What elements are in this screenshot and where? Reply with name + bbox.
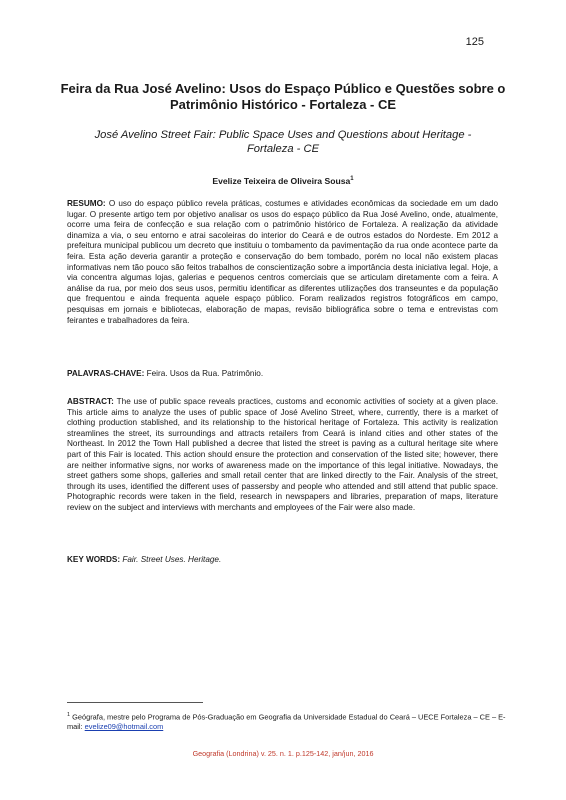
article-title: Feira da Rua José Avelino: Usos do Espaço Público e Questões sobre o Patrimônio Histórico - Fortaleza - CE xyxy=(60,81,506,112)
footnote xyxy=(67,711,507,732)
keywords-label: KEY WORDS: xyxy=(67,555,121,564)
page-number: 125 xyxy=(465,36,484,48)
footnote-text: Geógrafa, mestre pelo Programa de Pós-Graduação em Geografia da Universidade Estadual do Ceará – UECE Fortaleza – CE – E-mail: xyxy=(67,712,506,732)
footnote-email-link[interactable]: evelize09@hotmail.com xyxy=(84,722,164,732)
palavras-chave-paragraph xyxy=(67,369,498,380)
article-subtitle: José Avelino Street Fair: Public Space Uses and Questions about Heritage - Fortaleza - CE xyxy=(94,129,472,155)
resumo-paragraph xyxy=(67,199,498,326)
keywords-paragraph xyxy=(67,555,498,566)
resumo-text: O uso do espaço público revela práticas, costumes e atividades econômicas da sociedade em um dado lugar. O presente artigo tem por objetivo analisar os usos do espaço público da Rua José Avelino, onde, atualmente, ocorre uma feira de confecção e sua relação com o patrimônio histórico de Fortaleza. A realização da atividade dinamiza a via, o seu entorno e atrai sacoleiras do interior do Ceará e de outros estados do Nordeste. Em 2012 a prefeitura municipal publicou um decreto que instituiu o tombamento da pavimentação da rua onde acontece parte da feira. Esta ação deveria garantir a proteção e conservação do bem tombado, porém no local não existem placas informativas nem tão pouco são feitos trabalhos de conscientização sobre a importância desta iniciativa legal. Hoje, a via concentra algumas lojas, galerias e pequenos centros comerciais que se articulam diretamente com a feira. A análise da rua, por meio dos seus usos, permitiu identificar as diferentes utilizações dos transeuntes e da população que frequentou e ainda frequenta aquele espaço público. Foram realizados registros fotográficos em campo, pesquisas em jornais e bibliotecas, elaboração de mapas, revisão bibliográfica sobre o tema e entrevistas com feirantes e trabalhadores da feira. xyxy=(67,199,499,325)
author-footnote-mark: 1 xyxy=(350,176,354,183)
abstract-paragraph xyxy=(67,397,498,514)
abstract-text: The use of public space reveals practices, customs and economic activities of society at a given place. This article aims to analyze the uses of public space of José Avelino Street, where, currently, there is a market of clothing production stablished, and its relationship to the historical heritage of Fortaleza. This activity is realization streamlines the street, its surroundings and attracts retailers from Ceará is inland cities and other states of the Northeast. In 2012 the Town Hall published a decree that listed the street is paving as a cultural heritage site where part of this Fair is located. This action should ensure the protection and conservation of the listed site; however, there are neither informative signs, nor works of awareness made on the importance of this legal initiative. Nowadays, the street gathers some shops, galleries and small retail center that are linked directly to the Fair. Analysis of the street, through its uses, identified the different uses of passersby and people who attended and still attend that public space. Photographic records were taken in the field, research in newspapers and libraries, preparation of maps, literature review on the subject and interviews with merchants and employees of the Fair were also made. xyxy=(67,397,498,512)
palavras-chave-text: Feira. Usos da Rua. Patrimônio. xyxy=(146,369,264,378)
abstract-label: ABSTRACT: xyxy=(67,397,114,406)
resumo-label: RESUMO: xyxy=(67,199,106,208)
author-line xyxy=(60,176,506,186)
journal-footer: Geografia (Londrina) v. 25. n. 1. p.125-142, jan/jun, 2016 xyxy=(192,749,374,758)
footnote-divider xyxy=(67,702,203,703)
keywords-text: Fair. Street Uses. Heritage. xyxy=(122,555,222,564)
author-name: Evelize Teixeira de Oliveira Sousa xyxy=(212,176,351,186)
footnote-mark: 1 xyxy=(67,712,71,718)
palavras-chave-label: PALAVRAS-CHAVE: xyxy=(67,369,145,378)
